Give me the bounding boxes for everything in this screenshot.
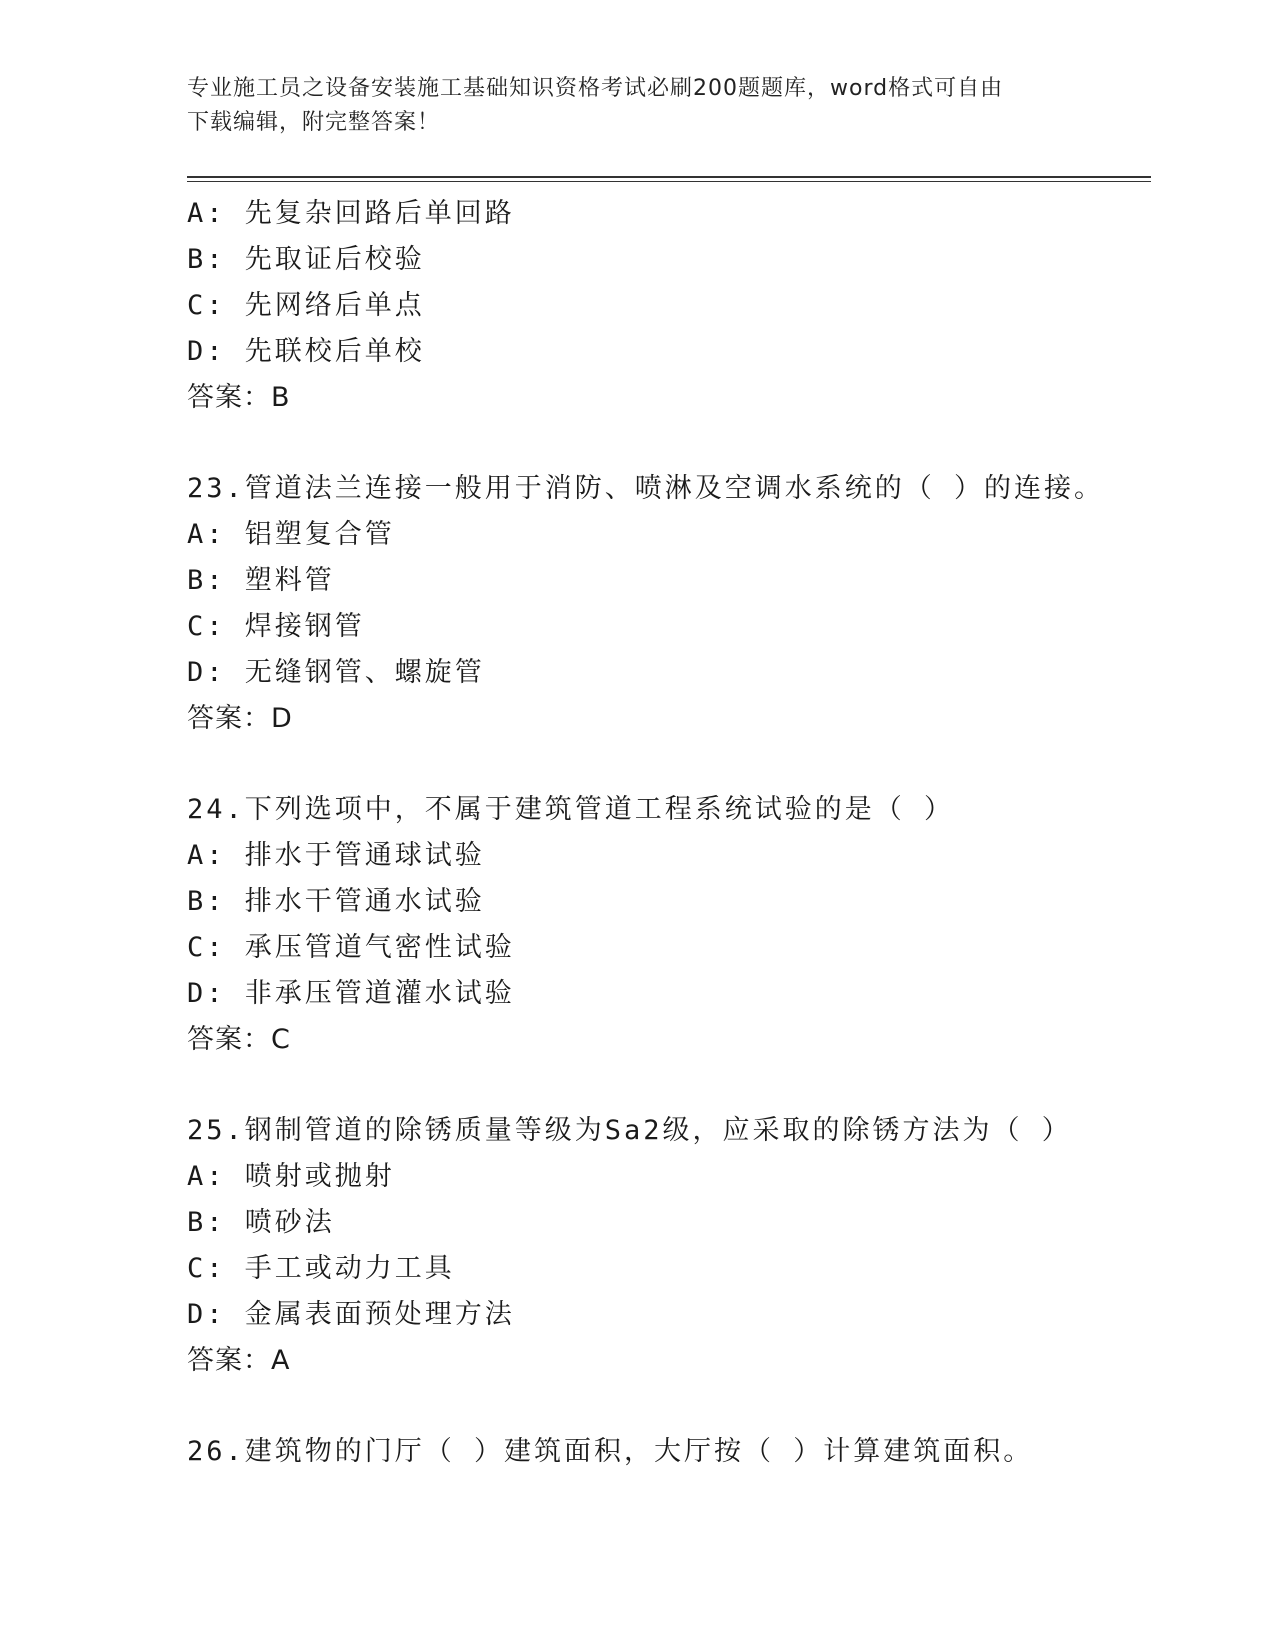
spacer bbox=[187, 421, 1147, 466]
option-c: C: 先网络后单点 bbox=[187, 290, 425, 321]
answer: 答案：A bbox=[187, 1345, 291, 1376]
option-c: C: 焊接钢管 bbox=[187, 611, 365, 642]
question-text: 24.下列选项中，不属于建筑管道工程系统试验的是（ ） bbox=[187, 794, 955, 825]
header-line-2: 下载编辑，附完整答案！ bbox=[187, 110, 441, 135]
question-23 bbox=[187, 466, 1147, 742]
spacer bbox=[187, 1384, 1147, 1429]
header-line-1: 专业施工员之设备安装施工基础知识资格考试必刷200题题库，word格式可自由 bbox=[187, 76, 1004, 101]
option-a: A: 排水于管通球试验 bbox=[187, 840, 485, 871]
spacer bbox=[187, 1063, 1147, 1108]
question-list bbox=[187, 191, 1147, 1475]
option-d: D: 无缝钢管、螺旋管 bbox=[187, 657, 485, 688]
option-a: A: 先复杂回路后单回路 bbox=[187, 198, 515, 229]
option-d: D: 先联校后单校 bbox=[187, 336, 425, 367]
answer: 答案：B bbox=[187, 382, 291, 413]
question-24 bbox=[187, 787, 1147, 1063]
question-25 bbox=[187, 1108, 1147, 1384]
spacer bbox=[187, 742, 1147, 787]
option-b: B: 先取证后校验 bbox=[187, 244, 425, 275]
answer: 答案：D bbox=[187, 703, 293, 734]
option-d: D: 金属表面预处理方法 bbox=[187, 1299, 515, 1330]
option-c: C: 承压管道气密性试验 bbox=[187, 932, 515, 963]
question-text: 23.管道法兰连接一般用于消防、喷淋及空调水系统的（ ）的连接。 bbox=[187, 473, 1105, 504]
option-c: C: 手工或动力工具 bbox=[187, 1253, 455, 1284]
option-a: A: 铝塑复合管 bbox=[187, 519, 395, 550]
option-a: A: 喷射或抛射 bbox=[187, 1161, 395, 1192]
question-text: 25.钢制管道的除锈质量等级为Sa2级，应采取的除锈方法为（ ） bbox=[187, 1115, 1072, 1146]
question-26 bbox=[187, 1429, 1147, 1475]
header-divider-thick bbox=[187, 176, 1151, 178]
document-header bbox=[187, 72, 1087, 140]
option-b: B: 排水干管通水试验 bbox=[187, 886, 485, 917]
answer: 答案：C bbox=[187, 1024, 291, 1055]
header-divider-thin bbox=[187, 181, 1151, 182]
question-text: 26.建筑物的门厅（ ）建筑面积，大厅按（ ）计算建筑面积。 bbox=[187, 1436, 1034, 1467]
question-22 bbox=[187, 191, 1147, 421]
option-d: D: 非承压管道灌水试验 bbox=[187, 978, 515, 1009]
option-b: B: 喷砂法 bbox=[187, 1207, 335, 1238]
option-b: B: 塑料管 bbox=[187, 565, 335, 596]
